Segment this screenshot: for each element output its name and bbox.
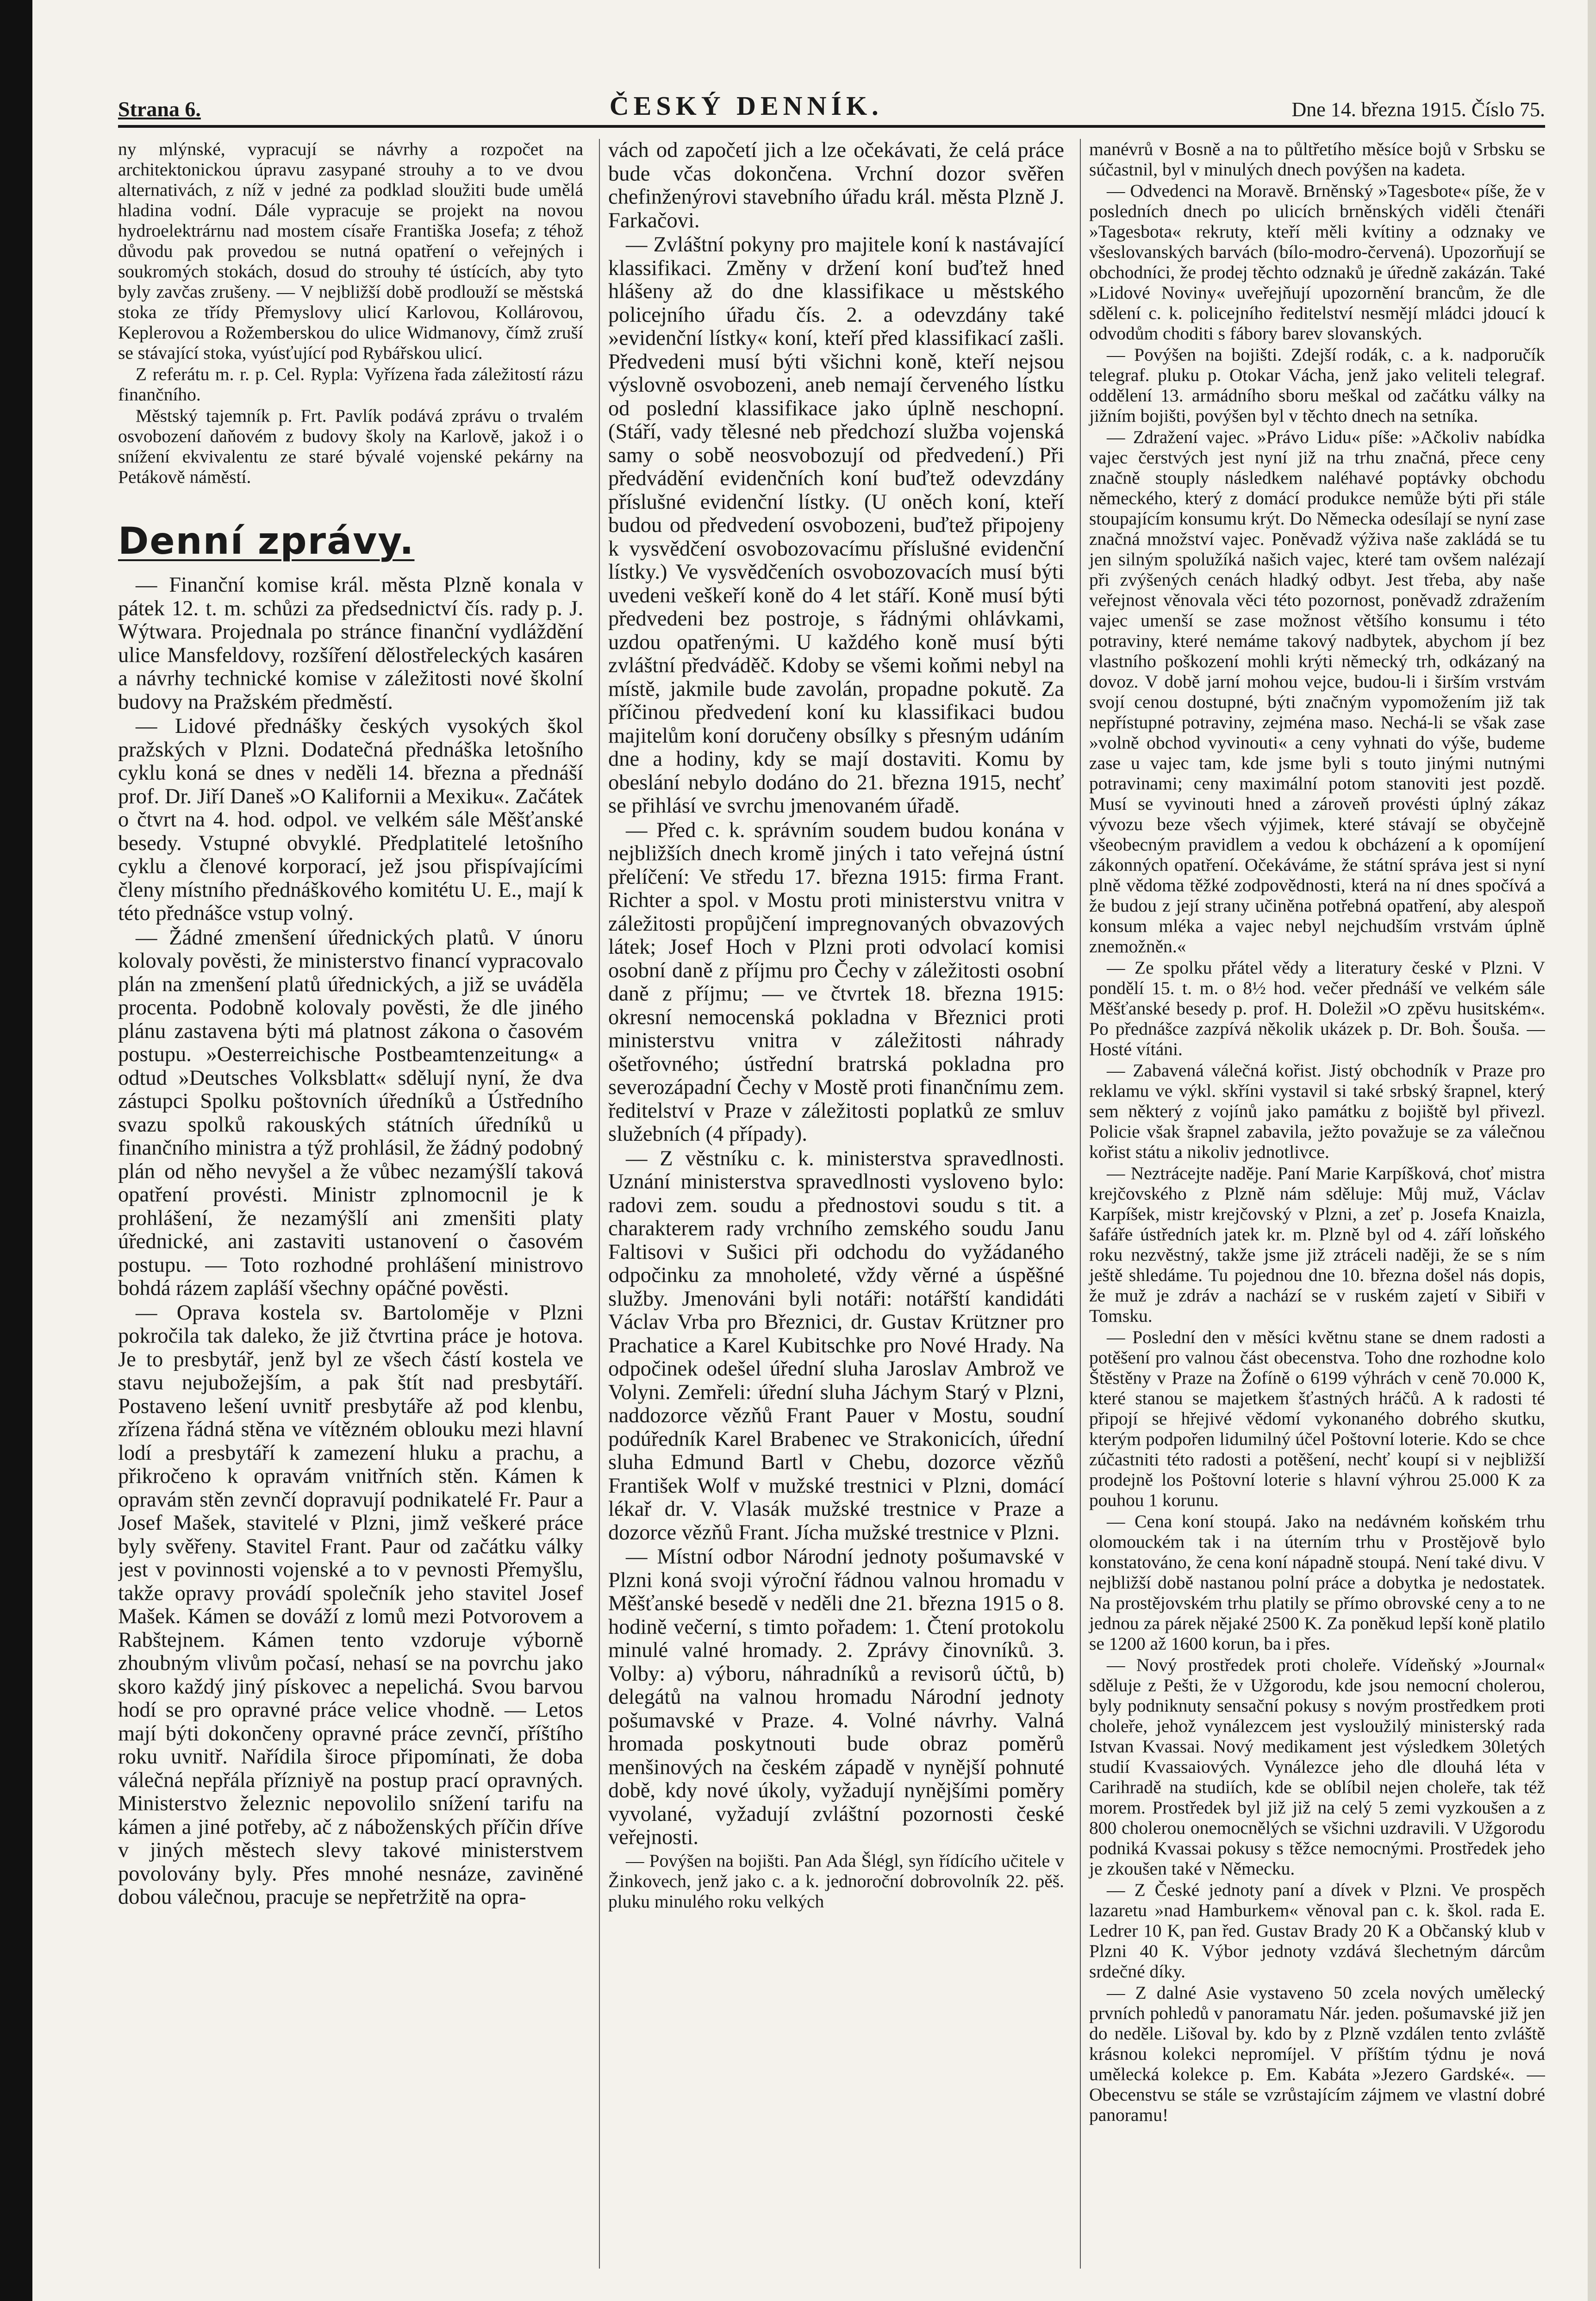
- news-item: — Z dalné Asie vystaveno 50 zcela nových umělecký prvních pohledů v panoramatu Nár. jeden. pošumavské již jen do neděle. Lišoval by. kdo by z Plzně vzdálen tento zvláště krásnou kolekci nepromíjel. V příštím týdnu je nová umělecká kolekce p. Em. Kabáta »Jezero Gardské«. — Obecenstvu se stále se vzrůstajícím zájmem ve vlastní dobré panoramu!: [1089, 1982, 1545, 2125]
- article-paragraph: Z referátu m. r. p. Cel. Rypla: Vyřízena řada záležitostí rázu finančního.: [118, 364, 583, 405]
- scan-margin: [0, 0, 32, 2301]
- news-item: — Cena koní stoupá. Jako na nedávném koňském trhu olomouckém tak i na úterním trhu v Prostějově bylo konstatováno, že cena koní nápadně stoupá. Není také divu. V nejbližší době nastanou polní práce a dobytka je nedostatek. Na prostějovském trhu platily se přímo obrovské ceny a to ne jednou za párek nějaké 2500 K. Za poněkud lepší koně platilo se 1200 až 1600 korun, ba i přes.: [1089, 1511, 1545, 1654]
- news-item: — Povýšen na bojišti. Pan Ada Šlégl, syn řídícího učitele v Žinkovech, jenž jako c. a k. jednoroční dobrovolník 22. pěš. pluku minulého roku velkých: [608, 1850, 1064, 1912]
- news-item: — Z věstníku c. k. ministerstva spravedlnosti. Uznání ministerstva spravedlnosti vysloveno bylo: radovi zem. soudu a přednostovi soudu s tit. a charakterem rady vrchního zemského soudu Janu Faltisovi v Sušici při odchodu do vyžádaného odpočinku za mnoholeté, vždy věrné a úspěšné služby. Jmenováni byli notáři: notářští kandidáti Václav Vrba pro Březnici, dr. Gustav Krützner pro Prachatice a Karel Kubitschke pro Nové Hrady. Na odpočinek odešel úřední sluha Jaroslav Ambrož ve Volyni. Zemřeli: úřední sluha Jáchym Starý v Plzni, naddozorce vězňů Frant Pauer v Mostu, soudní podúředník Karel Brabenec ve Strakonicích, úřední sluha Edmund Bartl v Chebu, dozorce vězňů František Wolf v mužské trestnici v Plzni, domácí lékař dr. V. Vlasák mužské trestnice v Praze a dozorce vězňů Frant. Jícha mužské trestnice v Plzni.: [608, 1146, 1064, 1544]
- news-item: — Žádné zmenšení úřednických platů. V únoru kolovaly pověsti, že ministerstvo financí vypracovalo plán na zmenšení platů úřednických, a již se uváděla procenta. Podobně kolovaly pověsti, že dle jiného plánu zastavena býti má platnost zákona o časovém postupu. »Oesterreichische Postbeamtenzeitung« a odtud »Deutsches Volksblatt« sdělují nyní, že dva zástupci Spolku poštovních úředníků a Ústředního svazu spolků rakouských státních úředníků u finančního ministra a týž prohlásil, že žádný podobný plán od něho nevyšel a že vůbec nezamýšlí taková opatření provésti. Ministr zplnomocnil je k prohlášení, že nezamýšlí ani zmenšiti platy úřednické, ani zastaviti ustanovení o časovém postupu. — Toto rozhodné prohlášení ministrovo bohdá rázem zapláší všechny opáčné pověsti.: [118, 925, 583, 1300]
- news-item: — Zdražení vajec. »Právo Lidu« píše: »Ačkoliv nabídka vajec čerstvých jest nyní již na trhu značná, přece ceny značně stouply následkem naléhavé poptávky obchodu německého, který z domácí produkce nemůže býti při stále stoupajícím konsumu krýt. Do Německa odesílají se nyní zase značná množství vajec. Poněvadž výživa naše zakládá se tu jen silným spolužíká našich vajec, které tam ovšem nalézají při zvýšených cenách hladký odbyt. Jest třeba, aby naše veřejnost věnovala věci této pozornost, poněvadž zdražením vajec umenší se zase možnost většího konsumu i této potraviny, které nemáme takový nadbytek, abychom jí bez vlastního poškození mohli krýti německý trh, odkázaný na dovoz. V době jarní mohou vejce, budou-li i širším vrstvám svojí cenou dostupné, býti značným vypomožením již tak nepřístupné potraviny, zejména maso. Nechá-li se však zase »volně obchod vyvinouti« a ceny vyhnati do výše, budeme zase u vajec tam, kde jsme byli s touto jinými nutnými potravinami; ceny maximální potom stanoviti jest pozdě. Musí se vyvinouti hned a zároveň provésti úplný zákaz vývozu beze všech výjimek, které stávají se obyčejně všeobecným pravidlem a vedou k obcházení a k opomíjení zákonných opatření. Očekáváme, že státní správa jest si nyní plně vědoma těžké zodpovědnosti, která na ní dnes spočívá a že budou z její strany učiněna potřebná opatření, aby alespoň konsum mléka a vajec nebyl nejchudším vrstvám úplně znemožněn.«: [1089, 427, 1545, 957]
- column-2: [599, 139, 1064, 2269]
- news-item: — Poslední den v měsíci květnu stane se dnem radosti a potěšení pro valnou část obecenstva. Toho dne rozhodne kolo Štěstěny v Praze na Žofíně o 6199 výhrách v ceně 70.000 K, které stanou se majetkem šťastných hráčů. A k radosti té připojí se hřejivé vědomí vykonaného dobrého skutku, kterým podpořen lidumilný účel Poštovní loterie. Kdo se chce zúčastniti této radosti a potěšení, nechť koupí si v nejbližší prodejně los Poštovní loterie s hlavní výhrou 25.000 K za pouhou 1 korunu.: [1089, 1327, 1545, 1510]
- article-paragraph: ny mlýnské, vypracují se návrhy a rozpočet na architektonickou úpravu zasypané strouhy a to ve dvou alternativách, z níž v jedné za podklad sloužiti bude umělá hladina vodní. Dále vypracuje se projekt na novou hydroelektrárnu nad mostem císaře Františka Josefa; z téhož důvodu pak provedou se nutná opatření o veřejných i soukromých stokách, dosud do strouhy té ústících, aby tyto byly zavčas zrušeny. — V nejbližší době prodlouží se městská stoka ze třídy Přemyslovy ulicí Karlovou, Kollárovou, Keplerovou a Rožemberskou do ulice Widmanovy, čímž zruší se stávající stoka, vyúsťující pod Rybářskou ulicí.: [118, 139, 583, 363]
- scan-margin-right: [1588, 0, 1596, 2301]
- page-number: Strana 6.: [118, 97, 201, 121]
- column-3: [1080, 139, 1545, 2269]
- news-item: — Z České jednoty paní a dívek v Plzni. Ve prospěch lazaretu »nad Hamburkem« věnoval pan c. k. škol. rada E. Ledrer 10 K, pan řed. Gustav Brady 20 K a Občanský klub v Plzni 40 K. Výbor jednoty vzdává šlechetným dárcům srdečné díky.: [1089, 1880, 1545, 1982]
- page-header: [118, 84, 1545, 128]
- news-item: — Oprava kostela sv. Bartoloměje v Plzni pokročila tak daleko, že již čtvrtina práce je hotova. Je to presbytář, jenž byl ze všech částí kostela ve stavu nejubožejším, a pak štít nad presbytáří. Postaveno lešení uvnitř presbytáře až pod klenbu, zřízena řádná stěna ve vítězném oblouku mezi hlavní lodí a presbytáří k zamezení hluku a prachu, a přikročeno k opravám vnitřních stěn. Kámen k opravám stěn zevnčí dopravují podnikatelé Fr. Paur a Josef Mašek, stavitelé v Plzni, jimž veškeré práce byly svěřeny. Stavitel Frant. Paur od začátku války jest v povinnosti vojenské a to v pevnosti Přemyšlu, takže opravy provádí společník jeho stavitel Josef Mašek. Kámen se dováží z lomů mezi Potvorovem a Rabštejnem. Kámen tento vzdoruje výborně zhoubným vlivům počasí, nehasí se na povrchu jako skoro každý jiný pískovec a nepelichá. Svou barvou hodí se pro opravné práce velice vhodně. — Letos mají býti dokončeny opravné práce zevnčí, příštího roku uvnitř. Nařídila široce připomínati, že doba válečná nepřála přízniyě na postup prací opravných. Ministerstvo železnic nepovolilo snížení tarifu na kámen a jiné potřeby, ač z náboženských příčin dříve v jiných městech slevy takové ministerstvem povolovány byly. Přes mnohé nesnáze, zaviněné dobou válečnou, pracuje se nepřetržitě na opra-: [118, 1301, 583, 1909]
- news-item: manévrů v Bosně a na to půltřetího měsíce bojů v Srbsku se súčastnil, byl v minulých dnech povýšen na kadeta.: [1089, 139, 1545, 180]
- column-1: [118, 139, 583, 2269]
- news-item: — Místní odbor Národní jednoty pošumavské v Plzni koná svoji výroční řádnou valnou hromadu v Měšťanské besedě v neděli dne 21. března 1915 o 8. hodině večerní, s timto pořadem: 1. Čtení protokolu minulé valné hromady. 2. Zprávy činovníků. 3. Volby: a) výboru, náhradníků a revisorů účtů, b) delegátů na valnou hromadu Národní jednoty pošumavské v Praze. 4. Volné návrhy. Valná hromada poskytnouti bude obraz poměrů menšinových na českém západě v nynější pohnuté době, kdy nové úkoly, vyžadují nynějšími poměry vyvolané, vyžadují zvláštní pozornosti české veřejnosti.: [608, 1545, 1064, 1849]
- news-item: vách od započetí jich a lze očekávati, že celá práce bude včas dokončena. Vrchní dozor svěřen chefinženýrovi stavebního úřadu král. města Plzně J. Farkačovi.: [608, 139, 1064, 232]
- news-item: — Povýšen na bojišti. Zdejší rodák, c. a k. nadporučík telegraf. pluku p. Otokar Vácha, jenž jako veliteli telegraf. oddělení 13. armádního sboru meškal od začátku války na jižním bojišti, povýšen byl v těchto dnech na setníka.: [1089, 344, 1545, 426]
- news-item: — Lidové přednášky českých vysokých škol pražských v Plzni. Dodatečná přednáška letošního cyklu koná se dnes v neděli 14. března a přednáší prof. Dr. Jiří Daneš »O Kalifornii a Mexiku«. Začátek o čtvrt na 4. hod. odpol. ve velkém sále Měšťanské besedy. Vstupné obvyklé. Předplatitelé letošního cyklu a členové korporací, jež jsou přispívajícími členy místního přednáškového komitétu U. E., mají k této přednášce vstup volný.: [118, 714, 583, 925]
- news-item: — Finanční komise král. města Plzně konala v pátek 12. t. m. schůzi za předsednictví čís. rady p. J. Wýtwara. Projednala po stránce finanční vydláždění ulice Mansfeldovy, rozšíření dělostřeleckých kasáren a návrhy technické komise v záležitosti nové školní budovy na Pražském předměstí.: [118, 573, 583, 714]
- newspaper-title: ČESKÝ DENNÍK.: [609, 91, 883, 121]
- article-columns: [118, 139, 1545, 2269]
- news-item: — Ze spolku přátel vědy a literatury české v Plzni. V pondělí 15. t. m. o 8½ hod. večer přednáší ve velkém sále Měšťanské besedy p. prof. H. Doležil »O zpěvu husitském«. Po přednášce zazpívá několik ukázek p. Dr. Boh. Šouša. — Hosté vítáni.: [1089, 957, 1545, 1059]
- section-title: Denní zprávy.: [118, 519, 415, 563]
- news-item: — Zvláštní pokyny pro majitele koní k nastávající klassifikaci. Změny v držení koní buďtež hned hlášeny až do dne klassifikace u městského policejního úřadu čís. 2. a odevzdány také »evidenční lístky« koní, kteří před klassifikací zašli. Předvedeni musí býti všichni koně, kteří nejsou výslovně osvobozeni, aneb nemají červeného lístku od poslední klassifikace jako úplně neschopní. (Stáří, vady tělesné neb předchozí služba vojenská samy o sobě neosvobozují od předvedení.) Při předvádění evidenčních koní buďtež odevzdány příslušné evidenční lístky. (U oněch koní, kteří budou od předvedení osvobozeni, buďtež připojeny k vysvědčení osvobozovacímu příslušné evidenční lístky.) Ve vysvědčeních osvobozovacích musí býti uvedeni veškeří koně do 4 let stáří. Koně musí býti předvedeni bez postroje, s řádnými ohlávkami, uzdou opatřenými. U každého koně musí býti zvláštní předváděč. Kdoby se všemi koňmi nebyl na místě, jakmile bude zavolán, propadne pokutě. Za příčinou předvedení koní ku klassifikaci budou majitelům koní doručeny obsílky s přesným udáním dne a hodiny, kdy se mají dostaviti. Komu by obeslání nebylo dodáno do 21. března 1915, nechť se přihlásí ve svrchu jmenovaném úřadě.: [608, 233, 1064, 818]
- news-item: — Zabavená válečná kořist. Jistý obchodník v Praze pro reklamu ve výkl. skříni vystavil si také srbský šrapnel, který sem některý z vojínů jako památku z bojiště byl přivezl. Policie však šrapnel zabavila, ježto považuje se za válečnou kořist státu a nikoliv jednotlivce.: [1089, 1060, 1545, 1162]
- issue-date: Dne 14. března 1915. Číslo 75.: [1291, 98, 1545, 121]
- news-item: — Neztrácejte naděje. Paní Marie Karpíšková, choť mistra krejčovského z Plzně nám sděluje: Můj muž, Václav Karpíšek, mistr krejčovský v Plzni, a zeť p. Josefa Knaizla, šafáře ústředních jatek kr. m. Plzně byl od 4. září loňského roku nezvěstný, takže jsme již ztráceli naději, že se s ním ještě shledáme. Tu pojednou dne 10. března došel nás dopis, že muž je zdráv a nachází se v ruském zajetí v Sibiři v Tomsku.: [1089, 1163, 1545, 1326]
- article-paragraph: Městský tajemník p. Frt. Pavlík podává zprávu o trvalém osvobození daňovém z budovy školy na Karlově, jakož i o snížení ekvivalentu ze staré bývalé vojenské pekárny na Petákově náměstí.: [118, 406, 583, 487]
- news-item: — Odvedenci na Moravě. Brněnský »Tagesbote« píše, že v posledních dnech po ulicích brněnských viděli čtenáři »Tagesbota« rekruty, kteří měli kvítiny a odznaky ve všeslovanských barvách (bílo-modro-červená). Upozorňují se obchodníci, že prodej těchto odznaků je úředně zakázán. Také »Lidové Noviny« uveřejňují upozornění brancům, že dle sdělení c. k. policejního ředitelství nesmějí mládci jdoucí k odvodům choditi s fábory barev slovanských.: [1089, 181, 1545, 344]
- news-item: — Nový prostředek proti choleře. Vídeňský »Journal« sděluje z Pešti, že v Užgorodu, kde jsou nemocní cholerou, byly podniknuty sensační pokusy s novým prostředkem proti choleře, jehož vynálezcem jest vysloužilý ministerský rada Istvan Kvassai. Nový medikament jest výsledkem 30letých studií Kvassaiových. Vynálezce jeho dle dlouhá léta v Carihradě na studiích, kde se oblíbil nejen choleře, tak též morem. Prostředek byl již již na celý 5 zemi vyzkoušen a z 800 cholerou onemocnělých se všichni uzdravili. V Užgorodu podniká Kvassai pokusy s těžce nemocnými. Prostředek jeho je zkoušen také v Německu.: [1089, 1655, 1545, 1879]
- news-item: — Před c. k. správním soudem budou konána v nejbližších dnech kromě jiných i tato veřejná ústní přelíčení: Ve středu 17. března 1915: firma Frant. Richter a spol. v Mostu proti ministerstvu vnitra v záležitosti propůjčení impregnovaných obvazových látek; Josef Hoch v Plzni proti odvolací komisi osobní daně z příjmu pro Čechy v záležitosti osobní daně z příjmu; — ve čtvrtek 18. března 1915: okresní nemocenská pokladna v Březnici proti ministerstvu vnitra v záležitosti náhrady ošetřovného; ústřední bratrská pokladna pro severozápadní Čechy v Mostě proti finančnímu zem. ředitelství v Praze v záležitosti poplatků ze smluv služebních (4 případy).: [608, 818, 1064, 1146]
